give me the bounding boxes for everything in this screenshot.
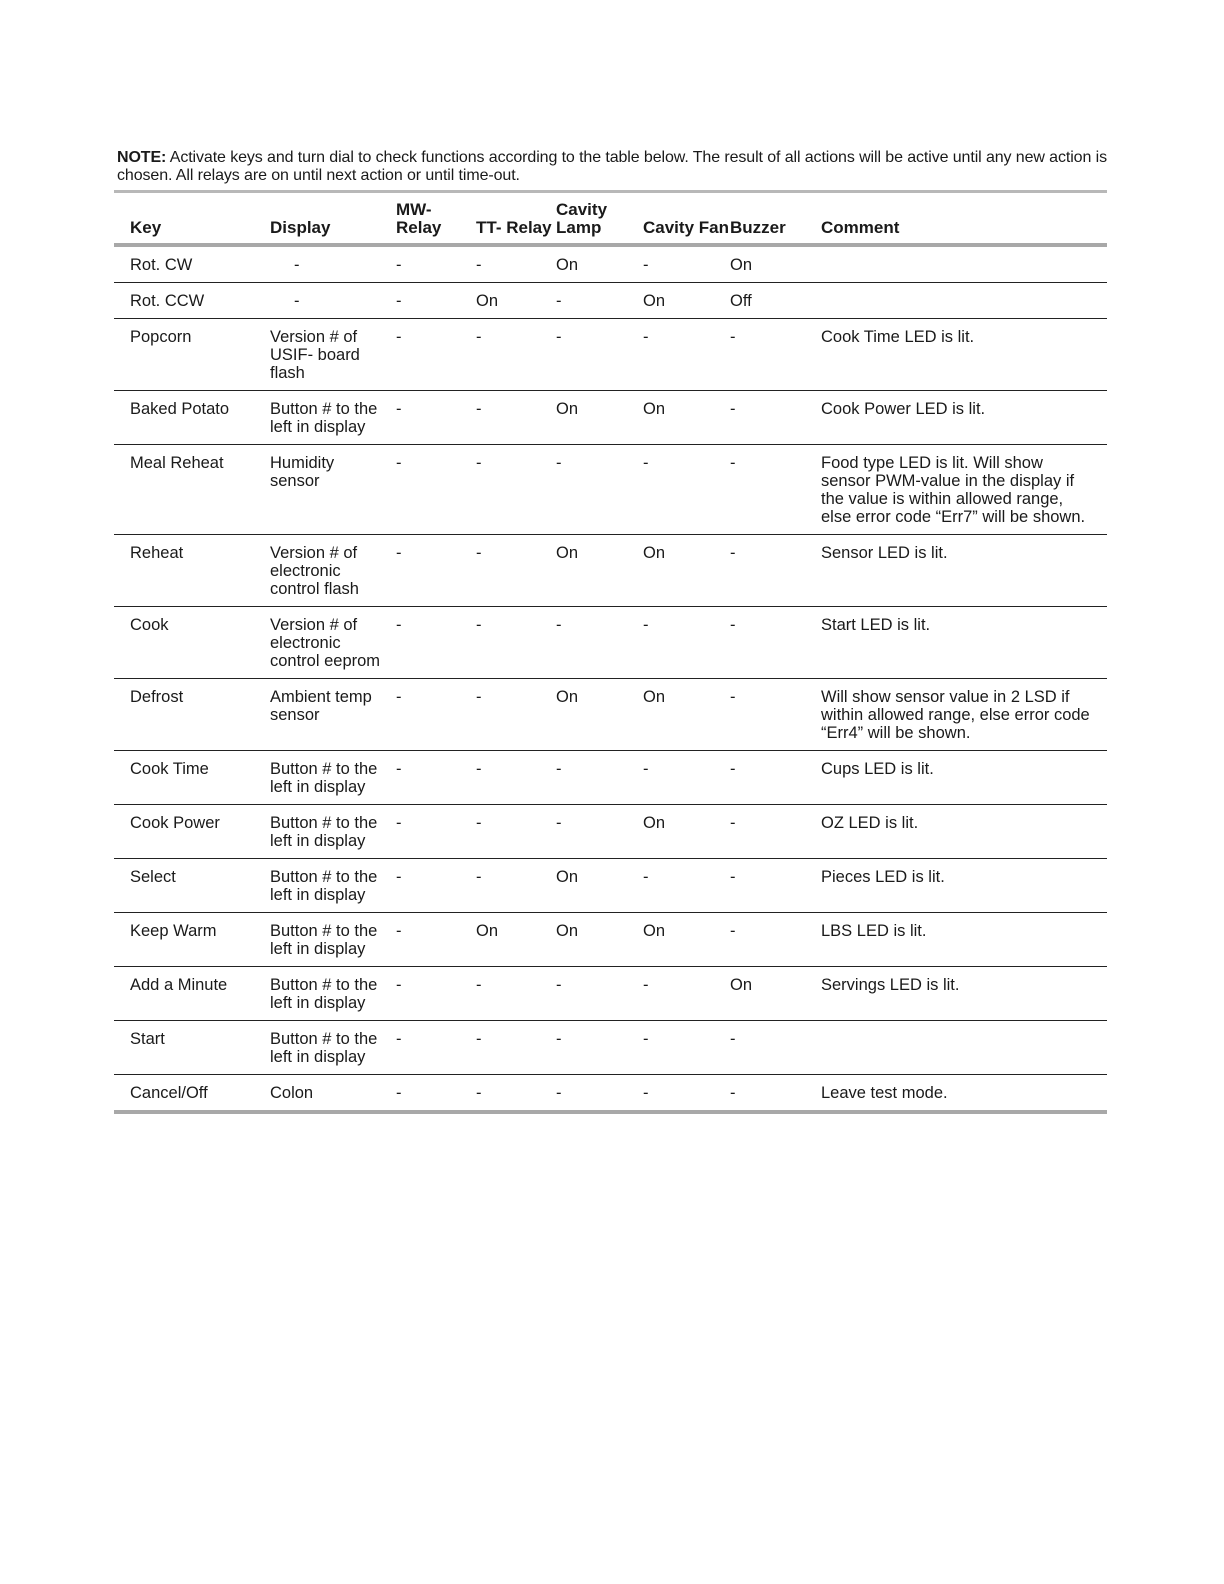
- cell-buzzer: -: [730, 805, 821, 859]
- cell-comment: Cups LED is lit.: [821, 751, 1107, 805]
- cell-key: Cook Power: [114, 805, 270, 859]
- cell-comment: Pieces LED is lit.: [821, 859, 1107, 913]
- cell-key: Keep Warm: [114, 913, 270, 967]
- cell-cavity-fan: -: [643, 1021, 730, 1075]
- cell-key: Cook Time: [114, 751, 270, 805]
- cell-cavity-lamp: -: [556, 445, 643, 535]
- cell-tt-relay: -: [476, 319, 556, 391]
- cell-display: Button # to the left in display: [270, 391, 392, 445]
- cell-cavity-lamp: -: [556, 319, 643, 391]
- cell-display: Ambient temp sensor: [270, 679, 392, 751]
- cell-cavity-fan: -: [643, 859, 730, 913]
- cell-cavity-lamp: On: [556, 859, 643, 913]
- cell-mw-relay: -: [392, 679, 476, 751]
- cell-buzzer: -: [730, 319, 821, 391]
- cell-display: Button # to the left in display: [270, 913, 392, 967]
- cell-cavity-fan: -: [643, 607, 730, 679]
- table-row: [114, 805, 1107, 859]
- cell-key: Select: [114, 859, 270, 913]
- cell-key: Add a Minute: [114, 967, 270, 1021]
- cell-buzzer: -: [730, 391, 821, 445]
- table-row: [114, 319, 1107, 391]
- cell-key: Rot. CW: [114, 245, 270, 283]
- cell-key: Defrost: [114, 679, 270, 751]
- cell-comment: LBS LED is lit.: [821, 913, 1107, 967]
- header-tt-relay: TT- Relay: [476, 192, 556, 246]
- cell-display: -: [270, 283, 392, 319]
- cell-mw-relay: -: [392, 1075, 476, 1113]
- cell-comment: Will show sensor value in 2 LSD if within allowed range, else error code “Err4” will be shown.: [821, 679, 1107, 751]
- test-functions-table-container: [114, 190, 1107, 1114]
- cell-buzzer: -: [730, 1075, 821, 1113]
- cell-buzzer: -: [730, 445, 821, 535]
- table-row: [114, 859, 1107, 913]
- cell-cavity-fan: On: [643, 391, 730, 445]
- cell-tt-relay: -: [476, 679, 556, 751]
- table-row: [114, 967, 1107, 1021]
- cell-key: Cook: [114, 607, 270, 679]
- cell-tt-relay: -: [476, 1075, 556, 1113]
- cell-key: Rot. CCW: [114, 283, 270, 319]
- cell-cavity-lamp: -: [556, 607, 643, 679]
- cell-cavity-fan: -: [643, 445, 730, 535]
- cell-comment: [821, 245, 1107, 283]
- cell-tt-relay: -: [476, 607, 556, 679]
- cell-tt-relay: -: [476, 859, 556, 913]
- cell-cavity-fan: -: [643, 1075, 730, 1113]
- cell-cavity-lamp: -: [556, 751, 643, 805]
- cell-mw-relay: -: [392, 859, 476, 913]
- cell-key: Meal Reheat: [114, 445, 270, 535]
- cell-cavity-lamp: On: [556, 391, 643, 445]
- cell-tt-relay: On: [476, 283, 556, 319]
- cell-buzzer: -: [730, 535, 821, 607]
- cell-cavity-lamp: On: [556, 245, 643, 283]
- cell-mw-relay: -: [392, 751, 476, 805]
- header-cavity-lamp: Cavity Lamp: [556, 192, 643, 246]
- cell-cavity-lamp: -: [556, 805, 643, 859]
- cell-comment: Cook Time LED is lit.: [821, 319, 1107, 391]
- cell-cavity-lamp: -: [556, 283, 643, 319]
- header-key: Key: [114, 192, 270, 246]
- table-body: [114, 245, 1107, 1112]
- cell-comment: [821, 1021, 1107, 1075]
- note-text: Activate keys and turn dial to check functions according to the table below. The result of all actions will be active until any new action is chosen. All relays are on until next action or until time-out.: [117, 149, 1107, 184]
- cell-tt-relay: -: [476, 445, 556, 535]
- cell-display: Button # to the left in display: [270, 859, 392, 913]
- cell-comment: Cook Power LED is lit.: [821, 391, 1107, 445]
- header-comment: Comment: [821, 192, 1107, 246]
- table-row: [114, 913, 1107, 967]
- cell-display: Humidity sensor: [270, 445, 392, 535]
- cell-cavity-fan: -: [643, 245, 730, 283]
- table-row: [114, 445, 1107, 535]
- cell-key: Baked Potato: [114, 391, 270, 445]
- table-row: [114, 283, 1107, 319]
- cell-tt-relay: -: [476, 751, 556, 805]
- table-row: [114, 607, 1107, 679]
- cell-tt-relay: -: [476, 967, 556, 1021]
- cell-cavity-lamp: -: [556, 967, 643, 1021]
- cell-comment: Food type LED is lit. Will show sensor PWM-value in the display if the value is within allowed range, else error code “Err7” will be shown.: [821, 445, 1107, 535]
- cell-tt-relay: -: [476, 1021, 556, 1075]
- cell-buzzer: On: [730, 967, 821, 1021]
- cell-tt-relay: -: [476, 805, 556, 859]
- cell-mw-relay: -: [392, 283, 476, 319]
- cell-display: -: [270, 245, 392, 283]
- cell-mw-relay: -: [392, 391, 476, 445]
- cell-mw-relay: -: [392, 805, 476, 859]
- cell-comment: [821, 283, 1107, 319]
- cell-comment: Leave test mode.: [821, 1075, 1107, 1113]
- cell-cavity-lamp: On: [556, 679, 643, 751]
- cell-display: Version # of electronic control eeprom: [270, 607, 392, 679]
- cell-tt-relay: -: [476, 391, 556, 445]
- cell-buzzer: -: [730, 1021, 821, 1075]
- cell-mw-relay: -: [392, 913, 476, 967]
- cell-tt-relay: -: [476, 245, 556, 283]
- cell-display: Colon: [270, 1075, 392, 1113]
- header-cavity-fan: Cavity Fan: [643, 192, 730, 246]
- cell-cavity-lamp: -: [556, 1075, 643, 1113]
- cell-buzzer: On: [730, 245, 821, 283]
- cell-buzzer: -: [730, 913, 821, 967]
- cell-comment: Start LED is lit.: [821, 607, 1107, 679]
- cell-display: Version # of electronic control flash: [270, 535, 392, 607]
- cell-cavity-lamp: On: [556, 913, 643, 967]
- cell-mw-relay: -: [392, 445, 476, 535]
- cell-mw-relay: -: [392, 245, 476, 283]
- table-row: [114, 245, 1107, 283]
- cell-comment: Sensor LED is lit.: [821, 535, 1107, 607]
- cell-buzzer: -: [730, 607, 821, 679]
- cell-display: Button # to the left in display: [270, 751, 392, 805]
- cell-comment: Servings LED is lit.: [821, 967, 1107, 1021]
- cell-cavity-lamp: -: [556, 1021, 643, 1075]
- cell-cavity-fan: On: [643, 283, 730, 319]
- cell-comment: OZ LED is lit.: [821, 805, 1107, 859]
- cell-buzzer: -: [730, 679, 821, 751]
- table-row: [114, 1075, 1107, 1113]
- table-header-row: [114, 192, 1107, 246]
- table-row: [114, 679, 1107, 751]
- cell-mw-relay: -: [392, 319, 476, 391]
- cell-tt-relay: -: [476, 535, 556, 607]
- cell-cavity-fan: -: [643, 967, 730, 1021]
- cell-display: Button # to the left in display: [270, 967, 392, 1021]
- cell-key: Popcorn: [114, 319, 270, 391]
- cell-mw-relay: -: [392, 967, 476, 1021]
- cell-cavity-fan: On: [643, 679, 730, 751]
- cell-cavity-fan: -: [643, 751, 730, 805]
- cell-buzzer: Off: [730, 283, 821, 319]
- cell-display: Button # to the left in display: [270, 1021, 392, 1075]
- cell-buzzer: -: [730, 859, 821, 913]
- note-label: NOTE:: [117, 149, 167, 166]
- note-paragraph: [117, 149, 1107, 185]
- header-display: Display: [270, 192, 392, 246]
- cell-cavity-fan: On: [643, 805, 730, 859]
- cell-cavity-fan: On: [643, 535, 730, 607]
- table-row: [114, 751, 1107, 805]
- test-functions-table: [114, 190, 1107, 1114]
- cell-tt-relay: On: [476, 913, 556, 967]
- table-row: [114, 535, 1107, 607]
- header-mw-relay: MW- Relay: [392, 192, 476, 246]
- cell-display: Version # of USIF- board flash: [270, 319, 392, 391]
- cell-cavity-fan: -: [643, 319, 730, 391]
- cell-key: Reheat: [114, 535, 270, 607]
- cell-mw-relay: -: [392, 1021, 476, 1075]
- cell-key: Cancel/Off: [114, 1075, 270, 1113]
- cell-display: Button # to the left in display: [270, 805, 392, 859]
- cell-key: Start: [114, 1021, 270, 1075]
- cell-cavity-fan: On: [643, 913, 730, 967]
- header-buzzer: Buzzer: [730, 192, 821, 246]
- cell-mw-relay: -: [392, 607, 476, 679]
- cell-cavity-lamp: On: [556, 535, 643, 607]
- cell-mw-relay: -: [392, 535, 476, 607]
- table-row: [114, 1021, 1107, 1075]
- cell-buzzer: -: [730, 751, 821, 805]
- table-row: [114, 391, 1107, 445]
